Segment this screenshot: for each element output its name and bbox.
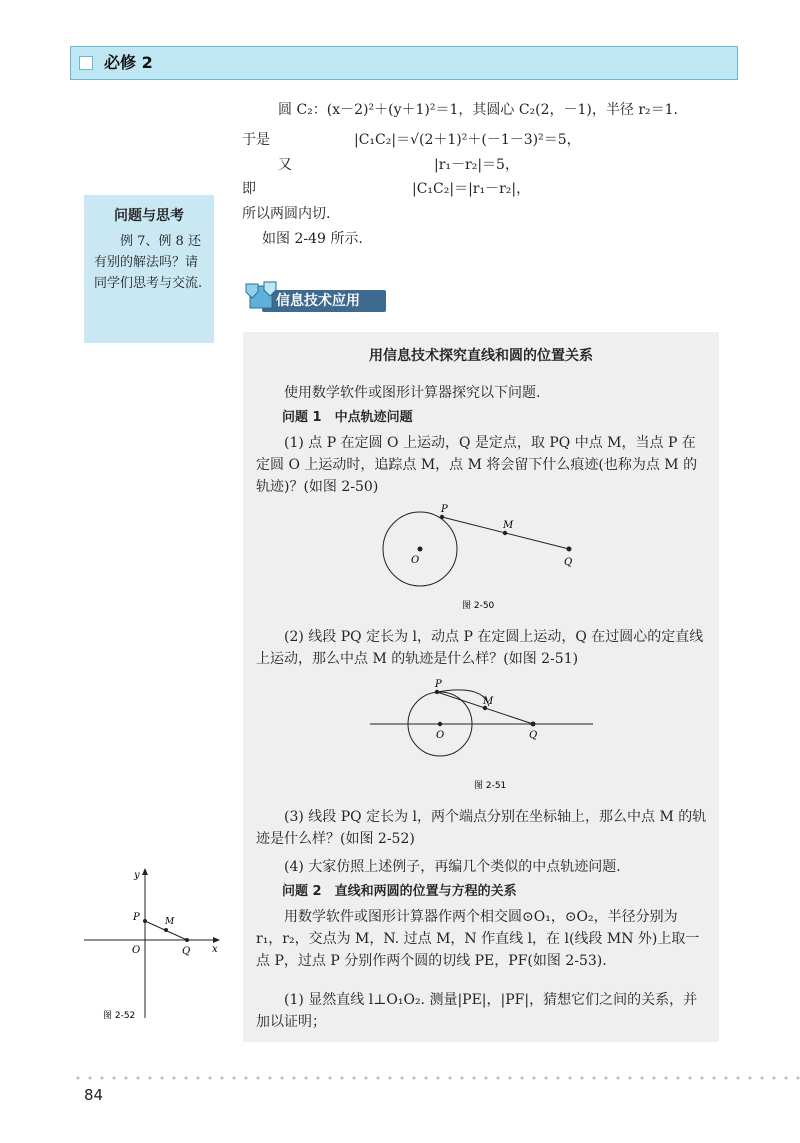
fig52-x-arrow xyxy=(213,937,220,943)
top-line-6: 如图 2-49 所示. xyxy=(262,231,363,247)
top-line-2-label: 于是 xyxy=(242,132,270,148)
top-line-3-formula: |r₁－r₂|＝5， xyxy=(434,157,519,173)
fig52-caption: 图 2-52 xyxy=(103,1011,136,1021)
fig52-point-p xyxy=(143,919,147,923)
fig52-point-m xyxy=(164,928,168,932)
page-number: 84 xyxy=(84,1086,104,1104)
figure-2-50 xyxy=(370,500,590,620)
sidebar-text: 例 7、例 8 还有别的解法吗？请同学们思考与交流. xyxy=(94,234,203,291)
footer-dotted-rule xyxy=(72,1076,800,1080)
top-line-4-label: 即 xyxy=(242,181,256,197)
fig51-point-q xyxy=(531,722,536,727)
figure-2-51 xyxy=(365,676,605,796)
problem2-q1: (1) 显然直线 l⊥O₁O₂. 测量|PE|，|PF|，猜想它们之间的关系，并加以证明； xyxy=(256,992,698,1030)
fig50-label-m: M xyxy=(503,520,514,531)
problem1-q1: (1) 点 P 在定圆 O 上运动，Q 是定点，取 PQ 中点 M，当点 P 在定圆 O 上运动时，追踪点 M，点 M 将会留下什么痕迹(也称为点 M 的轨迹)？(如图 2-50) xyxy=(256,435,698,495)
fig50-point-p xyxy=(440,515,444,519)
fig51-point-o xyxy=(438,722,442,726)
header-bar xyxy=(70,46,738,80)
fig51-label-q: Q xyxy=(529,730,538,741)
fig50-point-o xyxy=(418,547,423,552)
fig52-label-p: P xyxy=(133,912,140,923)
top-line-5: 所以两圆内切. xyxy=(242,206,331,222)
fig50-label-q: Q xyxy=(564,557,573,568)
banner-label: 信息技术应用 xyxy=(276,293,360,309)
fig50-point-m xyxy=(503,531,507,535)
fig52-label-o: O xyxy=(132,945,141,956)
fig51-point-p xyxy=(435,690,439,694)
problem1-q2: (2) 线段 PQ 定长为 l，动点 P 在定圆上运动，Q 在过圆心的定直线上运动，那么中点 M 的轨迹是什么样？(如图 2-51) xyxy=(256,629,704,667)
fig51-label-o: O xyxy=(436,730,445,741)
fig50-point-q xyxy=(567,547,572,552)
fig52-label-m: M xyxy=(165,917,175,927)
fig52-point-q xyxy=(185,938,189,942)
fig52-label-q: Q xyxy=(182,946,191,957)
info-tech-icon xyxy=(244,280,278,312)
problem1-q4: (4) 大家仿照上述例子，再编几个类似的中点轨迹问题. xyxy=(284,859,621,875)
problem2-heading: 问题 2 直线和两圆的位置与方程的关系 xyxy=(282,884,517,899)
fig51-label-m: M xyxy=(483,696,494,707)
sidebar-title: 问题与思考 xyxy=(114,208,184,224)
top-line-2-formula: |C₁C₂|＝√(2＋1)²＋(－1－3)²＝5， xyxy=(354,132,581,148)
fig50-label-o: O xyxy=(411,555,420,566)
fig51-caption: 图 2-51 xyxy=(474,781,507,791)
fig50-label-p: P xyxy=(441,504,448,515)
fig51-label-p: P xyxy=(435,679,442,690)
top-line-3-label: 又 xyxy=(278,157,292,173)
figure-2-52 xyxy=(80,866,230,1031)
fig52-label-y: y xyxy=(134,870,140,881)
panel-title: 用信息技术探究直线和圆的位置关系 xyxy=(369,348,593,364)
sidebar-box xyxy=(84,195,214,343)
problem1-heading: 问题 1 中点轨迹问题 xyxy=(282,410,413,425)
top-line-1: 圆 C₂：(x－2)²＋(y＋1)²＝1，其圆心 C₂(2，－1)，半径 r₂＝1. xyxy=(278,102,678,118)
fig50-caption: 图 2-50 xyxy=(462,601,495,611)
panel-intro: 使用数学软件或图形计算器探究以下问题. xyxy=(284,385,541,401)
header-title: 必修 2 xyxy=(104,53,153,72)
header-square-icon xyxy=(79,56,93,70)
problem2-text: 用数学软件或图形计算器作两个相交圆⊙O₁，⊙O₂，半径分别为 r₁，r₂，交点为 M，N. 过点 M，N 作直线 l，在 l(线段 MN 外)上取一点 P，过点 P 分别作两个圆的切线 PE，PF(如图 2-53). xyxy=(256,909,700,969)
top-line-4-formula: |C₁C₂|＝|r₁－r₂|， xyxy=(412,181,531,197)
fig52-label-x: x xyxy=(212,944,218,955)
problem1-q3: (3) 线段 PQ 定长为 l，两个端点分别在坐标轴上，那么中点 M 的轨迹是什么样？(如图 2-52) xyxy=(256,809,707,847)
fig52-y-arrow xyxy=(142,868,148,875)
